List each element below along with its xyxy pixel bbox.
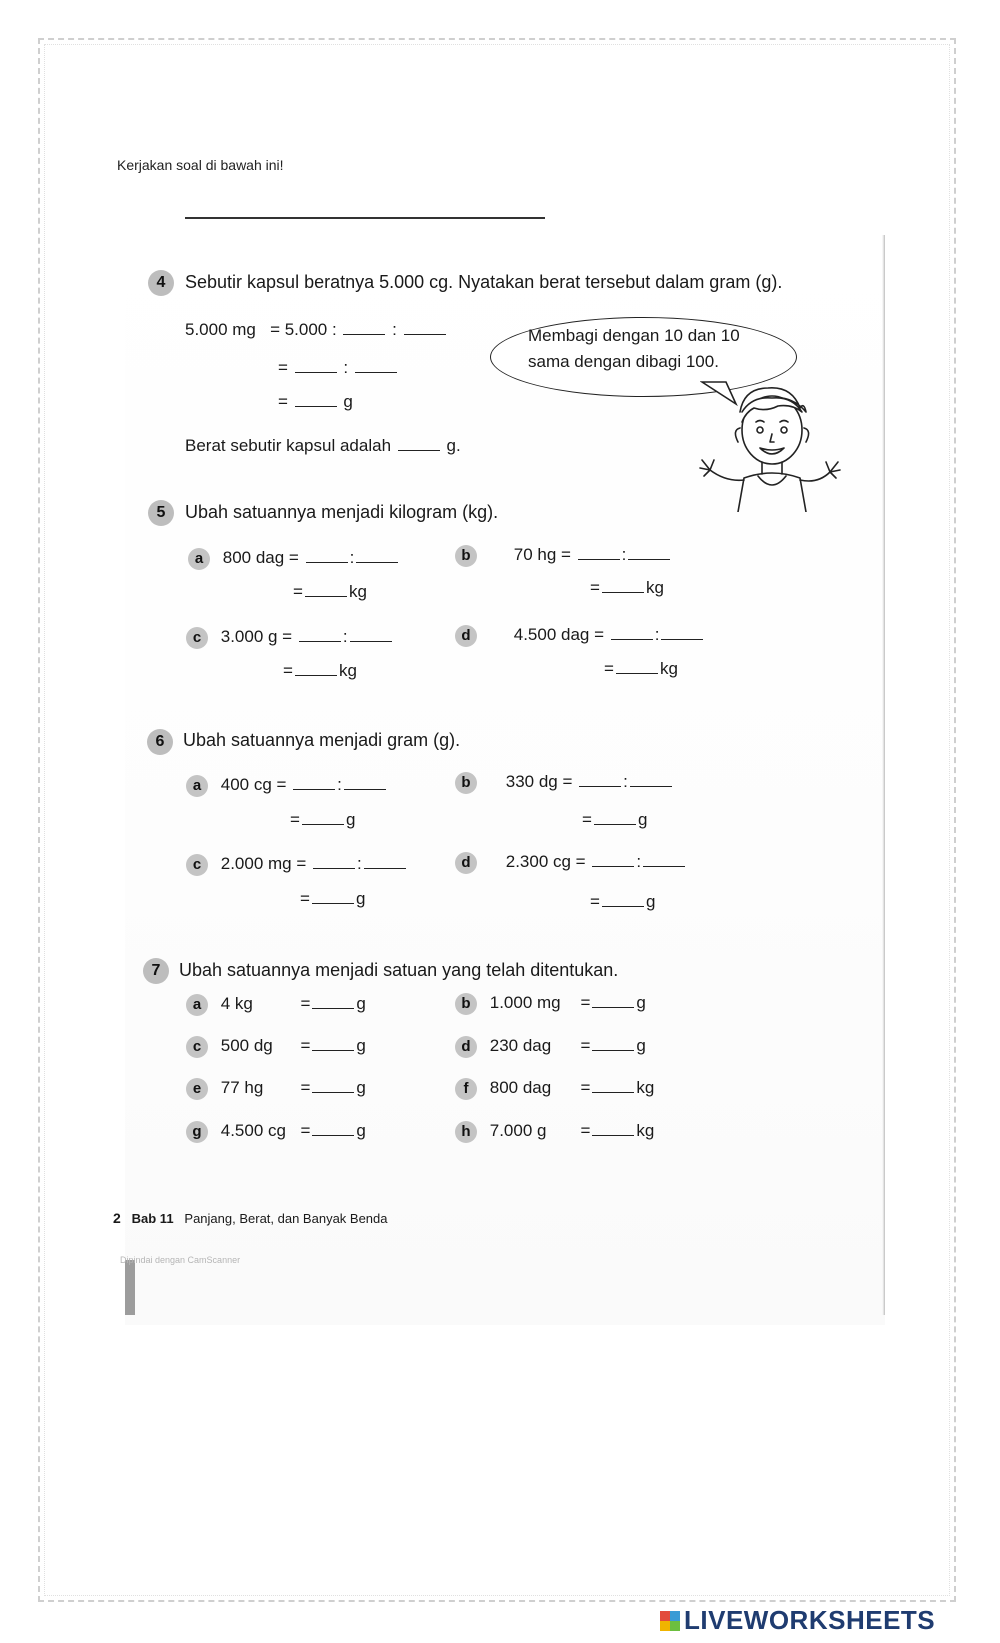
scan-edge-bar (125, 1260, 135, 1315)
equals: = (300, 994, 311, 1013)
answer-blank[interactable] (312, 889, 354, 904)
brand-text: LIVEWORKSHEETS (684, 1605, 936, 1635)
q5-item-b-result (590, 578, 664, 598)
unit: g (356, 1121, 366, 1140)
question-5-text: Ubah satuannya menjadi kilogram (kg). (185, 502, 499, 522)
colon: : (623, 772, 628, 791)
equals: = (293, 582, 303, 601)
answer-blank[interactable] (616, 659, 658, 674)
answer-blank[interactable] (592, 1121, 634, 1136)
speech-bubble-text (528, 323, 740, 375)
bubble-line-1: Membagi dengan 10 dan 10 (528, 326, 740, 345)
answer-blank[interactable] (592, 1078, 634, 1093)
item-letter: c (186, 1036, 208, 1058)
item-letter: g (186, 1121, 208, 1143)
q5-item-d (455, 625, 705, 647)
q6-item-a (186, 775, 388, 797)
question-7-number: 7 (143, 958, 169, 984)
q7-item-b (455, 993, 646, 1015)
colon: : (636, 852, 642, 871)
scanner-watermark: Dipindai dengan CamScanner (120, 1255, 241, 1265)
item-expression: 2.000 mg = (220, 854, 307, 873)
item-letter: d (455, 852, 477, 874)
scan-top-rule (185, 217, 545, 219)
answer-suffix: g. (446, 436, 461, 455)
item-letter: a (186, 775, 208, 797)
colon: : (392, 320, 397, 339)
answer-blank[interactable] (404, 320, 446, 335)
answer-blank[interactable] (578, 545, 620, 560)
answer-blank[interactable] (630, 772, 672, 787)
answer-blank[interactable] (602, 892, 644, 907)
bubble-line-2: sama dengan dibagi 100. (528, 352, 719, 371)
item-expression: 4 kg (220, 994, 253, 1013)
item-letter: h (455, 1121, 477, 1143)
q6-item-b (455, 772, 674, 794)
equals: = (300, 1121, 311, 1140)
q7-item-e (186, 1078, 366, 1100)
answer-blank[interactable] (355, 358, 397, 373)
unit: g (356, 1036, 366, 1055)
boy-illustration-icon (696, 382, 842, 512)
answer-blank[interactable] (295, 661, 337, 676)
answer-blank[interactable] (344, 775, 386, 790)
answer-blank[interactable] (312, 1121, 354, 1136)
unit: g (356, 1078, 366, 1097)
equals: = (278, 358, 288, 377)
item-letter: a (186, 994, 208, 1016)
unit: g (345, 810, 356, 829)
equals: = (582, 810, 592, 829)
unit: kg (659, 659, 678, 678)
q4-line-2 (278, 358, 399, 378)
answer-blank[interactable] (293, 775, 335, 790)
q7-item-c (186, 1036, 366, 1058)
q4-line1-right: = 5.000 : (270, 320, 337, 339)
equals: = (283, 661, 293, 680)
item-expression: 4.500 cg (220, 1121, 286, 1140)
liveworksheets-logo[interactable] (660, 1605, 935, 1636)
item-letter: d (455, 625, 477, 647)
item-expression: 2.300 cg = (505, 852, 586, 871)
instruction-text: Kerjakan soal di bawah ini! (117, 157, 284, 173)
colon: : (337, 775, 342, 794)
answer-blank[interactable] (343, 320, 385, 335)
q6-item-a-result (290, 810, 355, 830)
answer-blank[interactable] (579, 772, 621, 787)
question-5-number: 5 (148, 500, 174, 526)
page-number: 2 (113, 1210, 121, 1226)
question-7-text: Ubah satuannya menjadi satuan yang telah ditentukan. (179, 960, 619, 980)
colon: : (342, 627, 348, 646)
chapter-label: Bab 11 (131, 1211, 174, 1226)
equals: = (290, 810, 300, 829)
q7-item-a (186, 994, 366, 1016)
unit: g (636, 1036, 646, 1055)
q6-item-c (186, 854, 408, 876)
item-letter: b (455, 993, 477, 1015)
equals: = (604, 659, 614, 678)
answer-blank[interactable] (312, 1036, 354, 1051)
item-letter: d (455, 1036, 477, 1058)
answer-blank[interactable] (594, 810, 636, 825)
answer-blank[interactable] (356, 548, 398, 563)
equals: = (580, 1121, 591, 1140)
item-expression: 400 cg = (220, 775, 287, 794)
equals: = (278, 392, 288, 411)
q5-item-d-result (604, 659, 678, 679)
q5-item-a-result (293, 582, 367, 602)
item-expression: 3.000 g = (220, 627, 293, 646)
unit: g (356, 994, 366, 1013)
item-expression: 7.000 g (489, 1121, 547, 1140)
q7-item-f (455, 1078, 654, 1100)
scan-edge-shadow (882, 235, 885, 1315)
item-expression: 1.000 mg (489, 993, 561, 1012)
item-letter: c (186, 854, 208, 876)
answer-blank[interactable] (312, 994, 354, 1009)
equals: = (580, 993, 591, 1012)
answer-blank[interactable] (299, 627, 341, 642)
q7-item-h (455, 1121, 654, 1143)
unit: g (645, 892, 656, 911)
q7-item-g (186, 1121, 366, 1143)
answer-blank[interactable] (306, 548, 348, 563)
answer-blank[interactable] (302, 810, 344, 825)
item-expression: 800 dag (489, 1078, 552, 1097)
answer-blank[interactable] (592, 1036, 634, 1051)
item-letter: e (186, 1078, 208, 1100)
q6-item-d (455, 852, 687, 874)
colon: : (349, 548, 355, 567)
item-letter: a (188, 548, 210, 570)
liveworksheets-icon (660, 1611, 680, 1631)
q7-item-d (455, 1036, 646, 1058)
q5-item-b (455, 545, 672, 567)
unit: kg (636, 1121, 655, 1140)
equals: = (580, 1036, 591, 1055)
answer-blank[interactable] (295, 358, 337, 373)
answer-blank[interactable] (661, 625, 703, 640)
answer-blank[interactable] (305, 582, 347, 597)
answer-blank[interactable] (643, 852, 685, 867)
answer-blank[interactable] (312, 1078, 354, 1093)
item-expression: 230 dag (489, 1036, 552, 1055)
equals: = (300, 889, 310, 908)
q5-item-a (188, 548, 400, 570)
item-expression: 800 dag = (222, 548, 299, 567)
item-letter: b (455, 545, 477, 567)
question-6-text: Ubah satuannya menjadi gram (g). (183, 730, 461, 750)
answer-blank[interactable] (602, 578, 644, 593)
equals: = (590, 578, 600, 597)
colon: : (357, 854, 362, 873)
colon: : (654, 625, 660, 644)
item-expression: 330 dg = (505, 772, 573, 791)
item-expression: 70 hg = (513, 545, 571, 564)
unit: kg (348, 582, 367, 601)
answer-blank[interactable] (398, 436, 440, 451)
item-expression: 77 hg (220, 1078, 264, 1097)
question-6-number: 6 (147, 729, 173, 755)
q6-item-b-result (582, 810, 647, 830)
q5-item-c (186, 627, 394, 649)
equals: = (300, 1078, 311, 1097)
answer-blank[interactable] (592, 852, 634, 867)
answer-blank[interactable] (628, 545, 670, 560)
q4-line-1 (185, 320, 448, 340)
q5-item-c-result (283, 661, 357, 681)
colon: : (343, 358, 349, 377)
answer-blank[interactable] (350, 627, 392, 642)
item-letter: c (186, 627, 208, 649)
item-letter: b (455, 772, 477, 794)
chapter-title: Panjang, Berat, dan Banyak Benda (184, 1211, 388, 1226)
answer-prefix: Berat sebutir kapsul adalah (185, 436, 392, 455)
item-letter: f (455, 1078, 477, 1100)
q6-item-d-result (590, 892, 655, 912)
unit: g (637, 810, 648, 829)
unit: kg (645, 578, 664, 597)
answer-blank[interactable] (364, 854, 406, 869)
item-expression: 4.500 dag = (513, 625, 605, 644)
answer-blank[interactable] (295, 392, 337, 407)
q6-item-c-result (300, 889, 365, 909)
unit: g (636, 993, 646, 1012)
answer-blank[interactable] (592, 993, 634, 1008)
answer-blank[interactable] (611, 625, 653, 640)
answer-blank[interactable] (313, 854, 355, 869)
page-footer (113, 1210, 388, 1226)
question-4-number: 4 (148, 270, 174, 296)
equals: = (300, 1036, 311, 1055)
unit: kg (338, 661, 357, 680)
unit: kg (636, 1078, 655, 1097)
q4-line1-left: 5.000 mg (185, 320, 256, 339)
q4-line-3 (278, 392, 353, 412)
equals: = (590, 892, 600, 911)
colon: : (621, 545, 627, 564)
equals: = (580, 1078, 591, 1097)
unit: g (343, 392, 353, 411)
q4-answer-sentence (185, 436, 461, 456)
question-4-text: Sebutir kapsul beratnya 5.000 cg. Nyatakan berat tersebut dalam gram (g). (185, 272, 783, 292)
item-expression: 500 dg (220, 1036, 273, 1055)
unit: g (355, 889, 366, 908)
